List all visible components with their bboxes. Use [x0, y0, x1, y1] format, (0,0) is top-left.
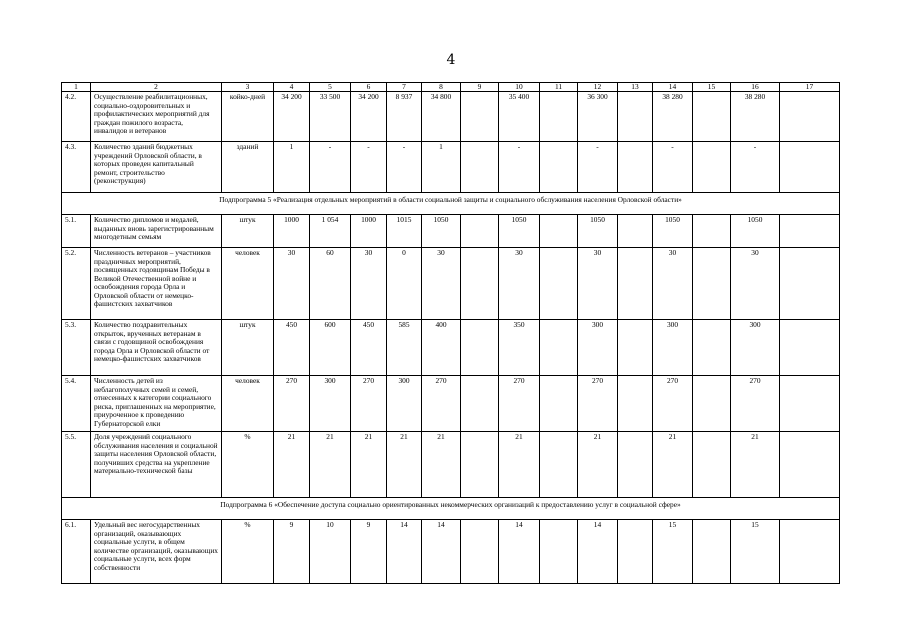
column-header: 6: [351, 83, 387, 92]
value-cell: [618, 376, 653, 432]
value-cell: [540, 432, 578, 498]
value-cell: 270: [274, 376, 310, 432]
subprogram-row: [62, 498, 840, 520]
value-cell: 34 200: [351, 92, 387, 142]
value-cell: 270: [653, 376, 693, 432]
value-cell: [780, 92, 840, 142]
value-cell: [618, 248, 653, 320]
value-cell: 35 400: [499, 92, 540, 142]
value-cell: 1050: [422, 215, 461, 248]
indicator-name: Численность детей из неблагополучных семей и семей, отнесенных к категории социального риска, приглашенных на мероприятие, приуроченное к проведению Губернаторской елки: [91, 376, 222, 432]
value-cell: 21: [499, 432, 540, 498]
value-cell: [618, 320, 653, 376]
column-header: 2: [91, 83, 222, 92]
indicator-name: Количество дипломов и медалей, выданных вновь зарегистрированным многодетным семьям: [91, 215, 222, 248]
unit-of-measure: койко-дней: [222, 92, 274, 142]
value-cell: 10: [310, 520, 351, 584]
column-header: 5: [310, 83, 351, 92]
column-header: 1: [62, 83, 91, 92]
value-cell: [780, 248, 840, 320]
value-cell: 350: [499, 320, 540, 376]
column-header: 4: [274, 83, 310, 92]
indicator-name: Доля учреждений социального обслуживания населения и социальной защиты населения Орловской области, получивших средства на укрепление материально-технической базы: [91, 432, 222, 498]
row-number: 4.3.: [62, 142, 91, 193]
value-cell: [693, 215, 731, 248]
value-cell: 1050: [499, 215, 540, 248]
value-cell: [461, 376, 499, 432]
value-cell: [693, 248, 731, 320]
subprogram-row: [62, 193, 840, 215]
value-cell: [693, 142, 731, 193]
page-number: 4: [446, 52, 456, 68]
value-cell: 15: [653, 520, 693, 584]
table-body: [62, 83, 840, 584]
unit-of-measure: штук: [222, 215, 274, 248]
value-cell: [461, 520, 499, 584]
value-cell: 14: [422, 520, 461, 584]
value-cell: -: [653, 142, 693, 193]
value-cell: [693, 520, 731, 584]
value-cell: [540, 92, 578, 142]
row-number: 5.4.: [62, 376, 91, 432]
row-number: 5.1.: [62, 215, 91, 248]
value-cell: 1015: [387, 215, 422, 248]
unit-of-measure: штук: [222, 320, 274, 376]
value-cell: [540, 248, 578, 320]
value-cell: 21: [351, 432, 387, 498]
row-number: 5.2.: [62, 248, 91, 320]
value-cell: [461, 432, 499, 498]
value-cell: 400: [422, 320, 461, 376]
value-cell: 270: [351, 376, 387, 432]
value-cell: 38 280: [731, 92, 780, 142]
value-cell: [693, 92, 731, 142]
table-row: [62, 142, 840, 193]
column-header: 8: [422, 83, 461, 92]
column-header: 14: [653, 83, 693, 92]
column-header: 12: [578, 83, 618, 92]
value-cell: 270: [499, 376, 540, 432]
value-cell: [780, 215, 840, 248]
unit-of-measure: человек: [222, 248, 274, 320]
value-cell: 30: [499, 248, 540, 320]
subprogram-title: Подпрограмма 6 «Обеспечение доступа социально ориентированных некоммерческих организаций к предоставлению услуг в социальной сфере»: [62, 498, 840, 520]
value-cell: -: [499, 142, 540, 193]
value-cell: 34 200: [274, 92, 310, 142]
value-cell: [540, 215, 578, 248]
unit-of-measure: %: [222, 432, 274, 498]
table-row: [62, 432, 840, 498]
indicator-name: Количество зданий бюджетных учреждений Орловской области, в которых проведен капитальный ремонт, строительство (реконструкция): [91, 142, 222, 193]
value-cell: [780, 142, 840, 193]
header-row: [62, 83, 840, 92]
value-cell: 14: [387, 520, 422, 584]
value-cell: 14: [578, 520, 618, 584]
value-cell: [540, 376, 578, 432]
table-row: [62, 376, 840, 432]
value-cell: 60: [310, 248, 351, 320]
value-cell: 14: [499, 520, 540, 584]
indicator-name: Количество поздравительных открыток, врученных ветеранам в связи с годовщиной освобождения города Орла и Орловской области от немецко-фашистских захватчиков: [91, 320, 222, 376]
value-cell: 0: [387, 248, 422, 320]
value-cell: 9: [351, 520, 387, 584]
value-cell: -: [310, 142, 351, 193]
column-header: 13: [618, 83, 653, 92]
subprogram-title: Подпрограмма 5 «Реализация отдельных мероприятий в области социальной защиты и социального обслуживания населения Орловской области»: [62, 193, 840, 215]
value-cell: 30: [731, 248, 780, 320]
value-cell: [618, 432, 653, 498]
value-cell: [461, 215, 499, 248]
value-cell: 600: [310, 320, 351, 376]
column-header: 11: [540, 83, 578, 92]
table-row: [62, 520, 840, 584]
value-cell: [461, 92, 499, 142]
value-cell: 1050: [578, 215, 618, 248]
value-cell: 38 280: [653, 92, 693, 142]
value-cell: 15: [731, 520, 780, 584]
value-cell: 1050: [653, 215, 693, 248]
value-cell: 30: [351, 248, 387, 320]
value-cell: 300: [310, 376, 351, 432]
value-cell: [540, 142, 578, 193]
unit-of-measure: %: [222, 520, 274, 584]
column-header: 15: [693, 83, 731, 92]
value-cell: -: [578, 142, 618, 193]
unit-of-measure: зданий: [222, 142, 274, 193]
value-cell: 21: [422, 432, 461, 498]
value-cell: 30: [578, 248, 618, 320]
table-row: [62, 248, 840, 320]
value-cell: -: [351, 142, 387, 193]
indicator-name: Численность ветеранов – участников праздничных мероприятий, посвященных годовщинам Победы в Великой Отечественной войне и освобождения города Орла и Орловской области от немецко-фашистских захватчиков: [91, 248, 222, 320]
row-number: 5.5.: [62, 432, 91, 498]
table-row: [62, 320, 840, 376]
value-cell: [618, 92, 653, 142]
value-cell: 1 054: [310, 215, 351, 248]
value-cell: 1: [274, 142, 310, 193]
value-cell: 270: [731, 376, 780, 432]
value-cell: 21: [731, 432, 780, 498]
indicator-name: Удельный вес негосударственных организаций, оказывающих социальные услуги, в общем количестве организаций, оказывающих социальные услуги, всех форм собственности: [91, 520, 222, 584]
value-cell: 450: [274, 320, 310, 376]
value-cell: 1: [422, 142, 461, 193]
value-cell: 21: [387, 432, 422, 498]
column-header: 7: [387, 83, 422, 92]
value-cell: 34 800: [422, 92, 461, 142]
value-cell: [780, 520, 840, 584]
value-cell: 30: [422, 248, 461, 320]
value-cell: 585: [387, 320, 422, 376]
value-cell: 21: [578, 432, 618, 498]
value-cell: 450: [351, 320, 387, 376]
value-cell: [693, 376, 731, 432]
value-cell: 9: [274, 520, 310, 584]
value-cell: [780, 320, 840, 376]
value-cell: 1050: [731, 215, 780, 248]
column-header: 9: [461, 83, 499, 92]
value-cell: [693, 432, 731, 498]
value-cell: 21: [310, 432, 351, 498]
value-cell: [780, 432, 840, 498]
row-number: 4.2.: [62, 92, 91, 142]
value-cell: [540, 520, 578, 584]
value-cell: 1000: [274, 215, 310, 248]
value-cell: 270: [422, 376, 461, 432]
indicators-table: [61, 82, 840, 584]
value-cell: -: [731, 142, 780, 193]
value-cell: [693, 320, 731, 376]
value-cell: [461, 248, 499, 320]
value-cell: 270: [578, 376, 618, 432]
indicator-name: Осуществление реабилитационных, социально-оздоровительных и профилактических мероприятий для граждан пожилого возраста, инвалидов и ветеранов: [91, 92, 222, 142]
table-row: [62, 92, 840, 142]
column-header: 3: [222, 83, 274, 92]
column-header: 17: [780, 83, 840, 92]
row-number: 6.1.: [62, 520, 91, 584]
value-cell: 21: [274, 432, 310, 498]
value-cell: [461, 142, 499, 193]
table-row: [62, 215, 840, 248]
value-cell: [618, 215, 653, 248]
row-number: 5.3.: [62, 320, 91, 376]
unit-of-measure: человек: [222, 376, 274, 432]
value-cell: 21: [653, 432, 693, 498]
value-cell: 8 937: [387, 92, 422, 142]
column-header: 16: [731, 83, 780, 92]
value-cell: 30: [274, 248, 310, 320]
value-cell: 33 500: [310, 92, 351, 142]
value-cell: [780, 376, 840, 432]
value-cell: [461, 320, 499, 376]
value-cell: 300: [731, 320, 780, 376]
value-cell: 1000: [351, 215, 387, 248]
value-cell: 36 300: [578, 92, 618, 142]
value-cell: -: [387, 142, 422, 193]
column-header: 10: [499, 83, 540, 92]
value-cell: 30: [653, 248, 693, 320]
value-cell: [618, 520, 653, 584]
value-cell: 300: [653, 320, 693, 376]
value-cell: [540, 320, 578, 376]
value-cell: [618, 142, 653, 193]
value-cell: 300: [578, 320, 618, 376]
value-cell: 300: [387, 376, 422, 432]
